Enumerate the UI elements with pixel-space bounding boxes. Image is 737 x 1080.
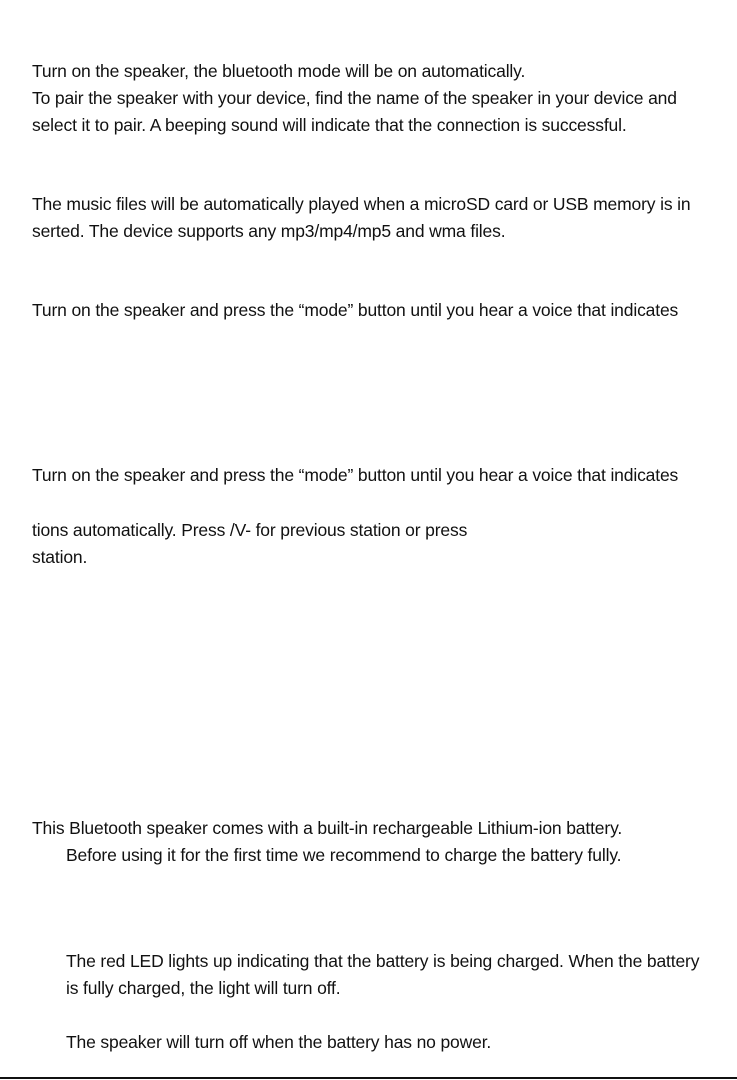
battery-text-line-5: The speaker will turn off when the battery has no power.	[66, 1032, 492, 1052]
battery-text-line-4: is fully charged, the light will turn off.	[66, 978, 341, 998]
music-text-line-2: serted. The device supports any mp3/mp4/mp5 and wma files.	[32, 221, 506, 241]
battery-text-line-3: The red LED lights up indicating that the battery is being charged. When the battery	[66, 951, 700, 971]
bottom-rule	[0, 1077, 737, 1079]
music-text-line-1: The music files will be automatically played when a microSD card or USB memory is in	[32, 194, 691, 214]
mode-section-2-line-2: tions automatically. Press /V- for previous station or press	[32, 520, 468, 540]
bluetooth-text-line-2: To pair the speaker with your device, find the name of the speaker in your device and	[32, 88, 677, 108]
mode-section-2-line-1: Turn on the speaker and press the “mode” button until you hear a voice that indicates	[32, 465, 679, 485]
mode-section-1-line-1: Turn on the speaker and press the “mode” button until you hear a voice that indicates	[32, 300, 679, 320]
battery-text-line-1: This Bluetooth speaker comes with a built-in rechargeable Lithium-ion battery.	[32, 818, 623, 838]
bluetooth-text-line-1: Turn on the speaker, the bluetooth mode will be on automatically.	[32, 61, 526, 81]
battery-text-line-2: Before using it for the first time we recommend to charge the battery fully.	[66, 845, 622, 865]
mode-section-2-line-3: station.	[32, 547, 88, 567]
bluetooth-text-line-3: select it to pair. A beeping sound will indicate that the connection is successful.	[32, 115, 627, 135]
